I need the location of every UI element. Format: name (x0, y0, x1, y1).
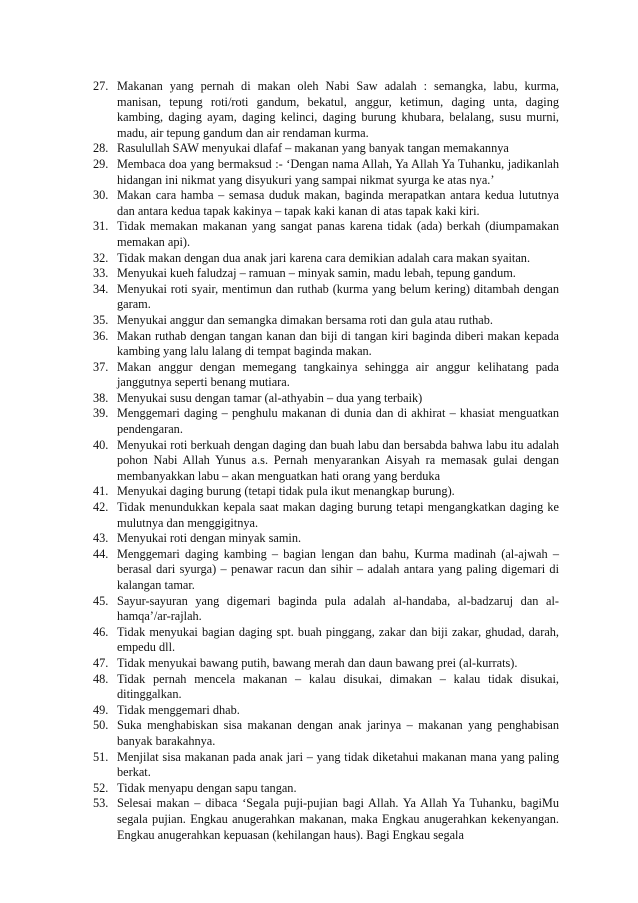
item-number: 52. (93, 780, 109, 795)
item-number: 51. (93, 749, 109, 764)
item-text: Tidak menyapu dengan sapu tangan. (117, 780, 297, 795)
list-item (93, 329, 559, 360)
list-item (93, 251, 559, 267)
item-text: Makanan yang pernah di makan oleh Nabi Saw adalah : semangka, labu, kurma, manisan, tepung roti/roti gandum, bekatul, anggur, ketimun, daging unta, daging kambing, daging ayam, daging kelinci, daging burung khubara, belalang, susu murni, madu, air tepung gandum dan air rendaman kurma. (117, 79, 559, 140)
item-text: Tidak memakan makanan yang sangat panas karena tidak (ada) berkah (diumpamakan memakan api). (117, 219, 559, 249)
item-number: 41. (93, 484, 109, 499)
item-number: 47. (93, 655, 109, 670)
item-text: Menjilat sisa makanan pada anak jari – yang tidak diketahui makanan mana yang paling berkat. (117, 749, 559, 780)
item-text: Menyukai daging burung (tetapi tidak pula ikut menangkap burung). (117, 484, 455, 499)
item-text: Tidak pernah mencela makanan – kalau disukai, dimakan – kalau tidak disukai, ditinggalkan. (117, 671, 559, 702)
item-number: 29. (93, 156, 109, 171)
item-number: 32. (93, 250, 109, 265)
list-item (93, 718, 559, 749)
item-text: Tidak makan dengan dua anak jari karena cara demikian adalah cara makan syaitan. (117, 250, 531, 265)
item-number: 37. (93, 359, 109, 374)
item-text: Menggemari daging – penghulu makanan di dunia dan di akhirat – khasiat menguatkan pendengaran. (117, 406, 559, 437)
item-text: Menyukai kueh faludzaj – ramuan – minyak samin, madu lebah, tepung gandum. (117, 266, 516, 281)
item-text: Menyukai anggur dan semangka dimakan bersama roti dan gula atau ruthab. (117, 312, 493, 327)
list-item (93, 703, 559, 719)
list-item (93, 531, 559, 547)
item-text: Tidak menyukai bagian daging spt. buah pinggang, zakar dan biji zakar, ghudad, darah, empedu dll. (117, 624, 559, 655)
item-text: Menyukai roti berkuah dengan daging dan buah labu dan bersabda bahwa labu itu adalah pohon Nabi Allah Yunus a.s. Pernah menyarankan Aisyah ra memasak gulai dengan membanyakkan labu – akan menguatkan hati orang yang berduka (117, 437, 559, 483)
item-number: 36. (93, 328, 109, 343)
list-item (93, 266, 559, 282)
item-text: Sayur-sayuran yang digemari baginda pula adalah al-handaba, al-badzaruj dan al-hamqa’/ar-rajlah. (117, 593, 559, 624)
item-number: 27. (93, 79, 109, 93)
item-text: Menyukai roti dengan minyak samin. (117, 531, 302, 546)
item-number: 40. (93, 437, 109, 452)
list-item (93, 500, 559, 531)
item-text: Suka menghabiskan sisa makanan dengan anak jarinya – makanan yang penghabisan banyak barakahnya. (117, 718, 559, 748)
item-text: Tidak menyukai bawang putih, bawang merah dan daun bawang prei (al-kurrats). (117, 655, 518, 670)
item-text: Tidak menundukkan kepala saat makan daging burung tetapi mengangkatkan daging ke mulutnya dan menggigitnya. (117, 500, 559, 530)
item-text: Menyukai roti syair, mentimun dan ruthab (kurma yang belum kering) ditambah dengan garam. (117, 281, 559, 312)
list-item (93, 188, 559, 219)
item-number: 38. (93, 390, 109, 405)
item-text: Selesai makan – dibaca ‘Segala puji-pujian bagi Allah. Ya Allah Ya Tuhanku, bagiMu segala pujian. Engkau anugerahkan makanan, maka Engkau anugerahkan kekenyangan. Engkau anugerahkan kepuasan (kehilangan haus). Bagi Engkau segala (117, 796, 559, 842)
list-item (93, 438, 559, 485)
item-text: Tidak menggemari dhab. (117, 702, 240, 717)
list-item (93, 141, 559, 157)
item-text: Rasulullah SAW menyukai dlafaf – makanan yang banyak tangan memakannya (117, 141, 509, 156)
list-item (93, 79, 559, 141)
list-item (93, 796, 559, 843)
list-item (93, 406, 559, 437)
list-item (93, 391, 559, 407)
list-item (93, 360, 559, 391)
item-number: 49. (93, 702, 109, 717)
item-number: 35. (93, 312, 109, 327)
list-item (93, 672, 559, 703)
list-item (93, 313, 559, 329)
list-item (93, 625, 559, 656)
list-item (93, 750, 559, 781)
item-text: Makan anggur dengan memegang tangkainya sehingga air anggur kelihatang pada janggutnya seperti benang mutiara. (117, 359, 559, 390)
item-number: 46. (93, 624, 109, 639)
item-text: Membaca doa yang bermaksud :- ‘Dengan nama Allah, Ya Allah Ya Tuhanku, jadikanlah hidangan ini nikmat yang disyukuri yang sampai nikmat syurga ke atas nya.’ (117, 156, 559, 187)
item-number: 50. (93, 718, 109, 733)
item-number: 48. (93, 671, 109, 686)
list-item (93, 484, 559, 500)
list-item (93, 219, 559, 250)
item-text: Makan ruthab dengan tangan kanan dan biji di tangan kiri baginda diberi makan kepada kambing yang lalu lalang di tempat baginda makan. (117, 328, 559, 359)
list-item (93, 547, 559, 594)
item-number: 44. (93, 546, 109, 561)
list-item (93, 781, 559, 797)
item-number: 43. (93, 531, 109, 546)
item-number: 53. (93, 796, 109, 811)
numbered-list (93, 79, 559, 843)
item-number: 30. (93, 188, 109, 203)
item-number: 33. (93, 266, 109, 281)
item-text: Menyukai susu dengan tamar (al-athyabin – dua yang terbaik) (117, 390, 423, 405)
item-number: 34. (93, 281, 109, 296)
item-number: 45. (93, 593, 109, 608)
item-number: 28. (93, 141, 109, 156)
item-number: 39. (93, 406, 109, 421)
list-item (93, 282, 559, 313)
item-number: 42. (93, 500, 109, 515)
list-item (93, 594, 559, 625)
item-number: 31. (93, 219, 109, 234)
list-item (93, 656, 559, 672)
list-item (93, 157, 559, 188)
item-text: Makan cara hamba – semasa duduk makan, baginda merapatkan antara kedua lututnya dan antara kedua tapak kakinya – tapak kaki kanan di atas tapak kaki kiri. (117, 188, 559, 218)
item-text: Menggemari daging kambing – bagian lengan dan bahu, Kurma madinah (al-ajwah – berasal dari syurga) – penawar racun dan sihir – adalah antara yang paling digemari di kalangan tamar. (117, 546, 559, 592)
